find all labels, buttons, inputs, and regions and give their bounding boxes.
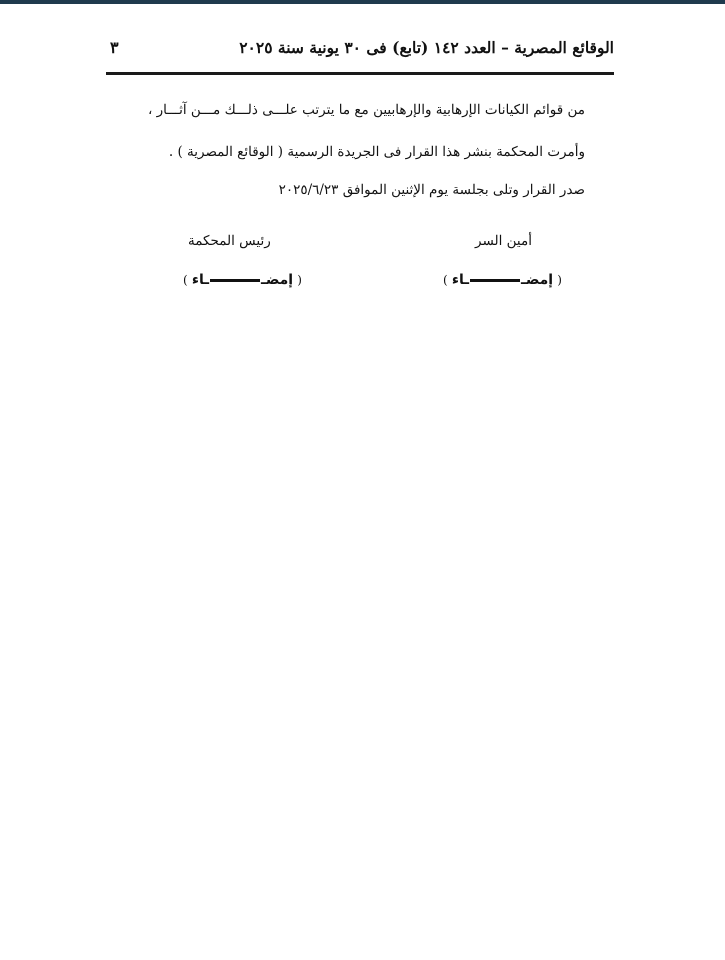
signature-kashida-stroke <box>210 279 260 282</box>
decision-text-line-2: وأمرت المحكمة بنشر هذا القرار فى الجريدة الرسمية ( الوقائع المصرية ) . <box>168 144 585 160</box>
court-president-signature <box>183 272 302 288</box>
decision-text-line-1: من قوائم الكيانات الإرهابية والإرهابيين مع ما يترتب علـــى ذلـــك مـــن آثـــار ، <box>147 102 585 118</box>
header-divider <box>106 72 614 75</box>
gazette-header-title: الوقائع المصرية – العدد ١٤٢ (تابع) فى ٣٠ يونية سنة ٢٠٢٥ <box>239 38 614 57</box>
signature-open-paren: ( <box>297 273 302 287</box>
signature-word-end: ـاء <box>451 272 470 288</box>
page-header <box>106 36 614 66</box>
court-president-label: رئيس المحكمة <box>188 233 271 249</box>
signature-word-end: ـاء <box>191 272 210 288</box>
signature-close-paren: ) <box>443 273 448 287</box>
signature-word-start: إمضـ <box>521 272 554 288</box>
top-border-bar <box>0 0 725 4</box>
signature-kashida-stroke <box>470 279 520 282</box>
signature-word-start: إمضـ <box>261 272 294 288</box>
signature-open-paren: ( <box>557 273 562 287</box>
decision-text-line-3: صدر القرار وتلى بجلسة يوم الإثنين الموافق ٢٠٢٥/٦/٢٣ <box>278 182 585 198</box>
court-secretary-label: أمين السر <box>475 233 532 249</box>
signature-close-paren: ) <box>183 273 188 287</box>
court-secretary-signature <box>443 272 562 288</box>
page-number: ٣ <box>110 38 119 57</box>
